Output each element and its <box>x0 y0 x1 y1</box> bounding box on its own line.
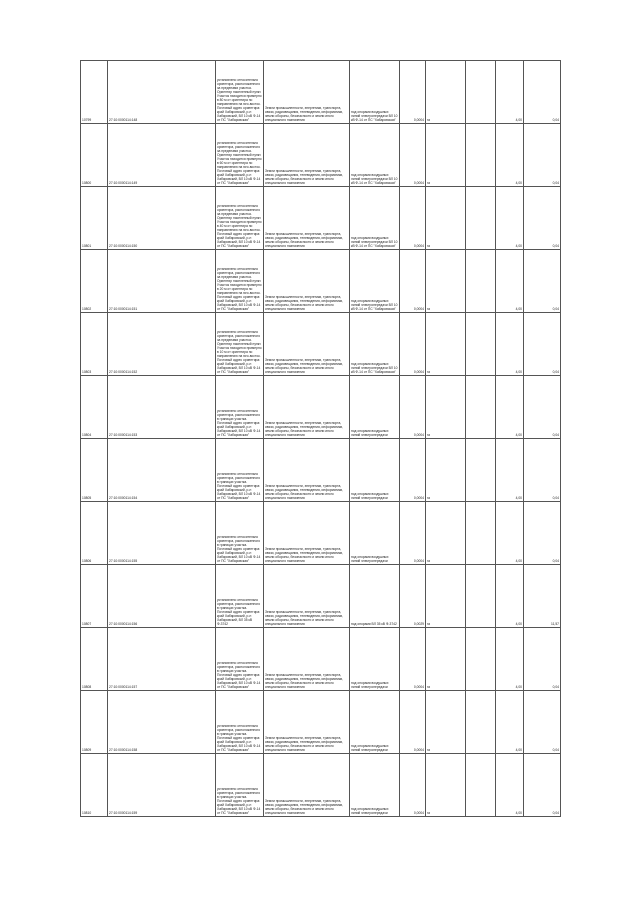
area-cell: 0,0004 <box>400 250 426 313</box>
permitted-use-cell: под опорами воздушных линий электропередачи ВЛ 10 кВ Ф-14 от ПС "Хабаровская" <box>350 250 400 313</box>
permitted-use-cell: под опорами воздушных линий электропередачи <box>350 628 400 691</box>
permitted-use-cell: под опорами воздушных линий электропередачи <box>350 691 400 754</box>
value-cell: 4,00 <box>496 439 524 502</box>
value-cell: 4,00 <box>496 250 524 313</box>
land-category-cell: Земли промышленности, энергетики, транспорта, связи, радиовещания, телевидения, информатики, земли обороны, безопасности и земли иного специального назначения <box>264 439 350 502</box>
location-description-cell: установлено относительно ориентира, расположенного в границах участка. Почтовый адрес ориентира: край Хабаровский, р-н Хабаровский, ВЛ 10 кВ Ф-14 от ПС "Хабаровская" <box>216 376 264 439</box>
area-cell: 0,0004 <box>400 376 426 439</box>
row-number-cell: 10804 <box>81 376 108 439</box>
unit-cell: га <box>426 124 466 187</box>
row-number-cell: 10802 <box>81 250 108 313</box>
area-cell: 0,0004 <box>400 628 426 691</box>
empty-cell <box>466 502 496 565</box>
land-category-cell: Земли промышленности, энергетики, транспорта, связи, радиовещания, телевидения, информатики, земли обороны, безопасности и земли иного специального назначения <box>264 250 350 313</box>
empty-cell <box>466 439 496 502</box>
unit-cell: га <box>426 313 466 376</box>
cadastral-number-cell: 27:10:0000114:153 <box>108 376 216 439</box>
empty-cell <box>466 250 496 313</box>
unit-cell: га <box>426 565 466 628</box>
value-cell: 4,00 <box>496 187 524 250</box>
value-cell: 4,00 <box>496 565 524 628</box>
total-cell: 0,04 <box>524 124 561 187</box>
row-number-cell: 10800 <box>81 124 108 187</box>
permitted-use-cell: под опорами воздушных линий электропередачи <box>350 502 400 565</box>
value-cell: 4,00 <box>496 691 524 754</box>
table-row <box>81 250 561 313</box>
area-cell: 0,0004 <box>400 691 426 754</box>
area-cell: 0,0004 <box>400 439 426 502</box>
row-number-cell: 10810 <box>81 754 108 817</box>
total-cell: 0,04 <box>524 250 561 313</box>
table-row <box>81 565 561 628</box>
area-cell: 0,0029 <box>400 565 426 628</box>
table-row <box>81 691 561 754</box>
total-cell: 0,04 <box>524 187 561 250</box>
table-row <box>81 628 561 691</box>
total-cell: 0,04 <box>524 439 561 502</box>
empty-cell <box>466 628 496 691</box>
unit-cell: га <box>426 376 466 439</box>
cadastral-number-cell: 27:10:0000114:159 <box>108 754 216 817</box>
row-number-cell: 10805 <box>81 439 108 502</box>
row-number-cell: 10799 <box>81 61 108 124</box>
permitted-use-cell: под опорами воздушных линий электропередачи <box>350 439 400 502</box>
total-cell: 0,04 <box>524 61 561 124</box>
cadastral-number-cell: 27:10:0000114:154 <box>108 439 216 502</box>
area-cell: 0,0004 <box>400 187 426 250</box>
land-category-cell: Земли промышленности, энергетики, транспорта, связи, радиовещания, телевидения, информатики, земли обороны, безопасности и земли иного специального назначения <box>264 376 350 439</box>
total-cell: 0,04 <box>524 502 561 565</box>
land-category-cell: Земли промышленности, энергетики, транспорта, связи, радиовещания, телевидения, информатики, земли обороны, безопасности и земли иного специального назначения <box>264 754 350 817</box>
location-description-cell: установлено относительно ориентира, расположенного в границах участка. Почтовый адрес ориентира: край Хабаровский, р-н Хабаровский, ВЛ 10 кВ Ф-14 от ПС "Хабаровская" <box>216 502 264 565</box>
location-description-cell: установлено относительно ориентира, расположенного за пределами участка. Ориентир населенный пункт. Участок находится примерно в 10 м от ориентира по направлению на юго-восток. Почтовый адрес ориентира: край Хабаровский, р-н Хабаровский, ВЛ 10 кВ Ф-14 от ПС "Хабаровская" <box>216 313 264 376</box>
empty-cell <box>466 691 496 754</box>
table-row <box>81 61 561 124</box>
total-cell: 0,04 <box>524 754 561 817</box>
land-registry-table <box>80 60 561 817</box>
row-number-cell: 10801 <box>81 187 108 250</box>
empty-cell <box>466 124 496 187</box>
permitted-use-cell: под опорами воздушных линий электропередачи ВЛ 10 кВ Ф-14 от ПС "Хабаровская" <box>350 61 400 124</box>
permitted-use-cell: под опорами воздушных линий электропередачи ВЛ 10 кВ Ф-14 от ПС "Хабаровская" <box>350 187 400 250</box>
land-category-cell: Земли промышленности, энергетики, транспорта, связи, радиовещания, телевидения, информатики, земли обороны, безопасности и земли иного специального назначения <box>264 124 350 187</box>
cadastral-number-cell: 27:10:0000114:155 <box>108 502 216 565</box>
cadastral-number-cell: 27:10:0000114:156 <box>108 565 216 628</box>
empty-cell <box>466 187 496 250</box>
land-category-cell: Земли промышленности, энергетики, транспорта, связи, радиовещания, телевидения, информатики, земли обороны, безопасности и земли иного специального назначения <box>264 61 350 124</box>
value-cell: 4,00 <box>496 502 524 565</box>
location-description-cell: установлено относительно ориентира, расположенного в границах участка. Почтовый адрес ориентира: край Хабаровский, р-н Хабаровский, ВЛ 10 кВ Ф-14 от ПС "Хабаровская" <box>216 439 264 502</box>
total-cell: 0,04 <box>524 313 561 376</box>
row-number-cell: 10803 <box>81 313 108 376</box>
row-number-cell: 10808 <box>81 628 108 691</box>
area-cell: 0,0004 <box>400 61 426 124</box>
location-description-cell: установлено относительно ориентира, расположенного в границах участка. Почтовый адрес ориентира: край Хабаровский, р-н Хабаровский, ВЛ 35 кВ Ф-3742 <box>216 565 264 628</box>
value-cell: 4,00 <box>496 628 524 691</box>
empty-cell <box>466 313 496 376</box>
table-row <box>81 439 561 502</box>
unit-cell: га <box>426 754 466 817</box>
value-cell: 4,00 <box>496 124 524 187</box>
area-cell: 0,0004 <box>400 124 426 187</box>
table-row <box>81 754 561 817</box>
permitted-use-cell: под опорами ВЛ 35 кВ Ф-3742 <box>350 565 400 628</box>
area-cell: 0,0004 <box>400 502 426 565</box>
land-category-cell: Земли промышленности, энергетики, транспорта, связи, радиовещания, телевидения, информатики, земли обороны, безопасности и земли иного специального назначения <box>264 565 350 628</box>
location-description-cell: установлено относительно ориентира, расположенного за пределами участка. Ориентир населенный пункт. Участок находится примерно в 80 м от ориентира по направлению на юго-восток. Почтовый адрес ориентира: край Хабаровский, р-н Хабаровский, ВЛ 10 кВ Ф-14 от ПС "Хабаровская" <box>216 61 264 124</box>
land-category-cell: Земли промышленности, энергетики, транспорта, связи, радиовещания, телевидения, информатики, земли обороны, безопасности и земли иного специального назначения <box>264 187 350 250</box>
row-number-cell: 10806 <box>81 502 108 565</box>
cadastral-number-cell: 27:10:0000114:151 <box>108 250 216 313</box>
table-row <box>81 502 561 565</box>
location-description-cell: установлено относительно ориентира, расположенного в границах участка. Почтовый адрес ориентира: край Хабаровский, р-н Хабаровский, ВЛ 10 кВ Ф-14 от ПС "Хабаровская" <box>216 691 264 754</box>
cadastral-number-cell: 27:10:0000114:149 <box>108 124 216 187</box>
location-description-cell: установлено относительно ориентира, расположенного за пределами участка. Ориентир населенный пункт. Участок находится примерно в 60 м от ориентира по направлению на юго-восток. Почтовый адрес ориентира: край Хабаровский, р-н Хабаровский, ВЛ 10 кВ Ф-14 от ПС "Хабаровская" <box>216 124 264 187</box>
cadastral-number-cell: 27:10:0000114:150 <box>108 187 216 250</box>
permitted-use-cell: под опорами воздушных линий электропередачи <box>350 754 400 817</box>
unit-cell: га <box>426 691 466 754</box>
location-description-cell: установлено относительно ориентира, расположенного в границах участка. Почтовый адрес ориентира: край Хабаровский, р-н Хабаровский, ВЛ 10 кВ Ф-14 от ПС "Хабаровская" <box>216 628 264 691</box>
value-cell: 4,00 <box>496 61 524 124</box>
value-cell: 4,00 <box>496 754 524 817</box>
unit-cell: га <box>426 502 466 565</box>
land-category-cell: Земли промышленности, энергетики, транспорта, связи, радиовещания, телевидения, информатики, земли обороны, безопасности и земли иного специального назначения <box>264 691 350 754</box>
permitted-use-cell: под опорами воздушных линий электропередачи ВЛ 10 кВ Ф-14 от ПС "Хабаровская" <box>350 313 400 376</box>
value-cell: 4,00 <box>496 313 524 376</box>
area-cell: 0,0004 <box>400 313 426 376</box>
total-cell: 0,04 <box>524 376 561 439</box>
land-category-cell: Земли промышленности, энергетики, транспорта, связи, радиовещания, телевидения, информатики, земли обороны, безопасности и земли иного специального назначения <box>264 502 350 565</box>
area-cell: 0,0004 <box>400 754 426 817</box>
table-row <box>81 124 561 187</box>
land-category-cell: Земли промышленности, энергетики, транспорта, связи, радиовещания, телевидения, информатики, земли обороны, безопасности и земли иного специального назначения <box>264 628 350 691</box>
empty-cell <box>466 61 496 124</box>
total-cell: 0,04 <box>524 691 561 754</box>
row-number-cell: 10809 <box>81 691 108 754</box>
empty-cell <box>466 376 496 439</box>
table-row <box>81 187 561 250</box>
unit-cell: га <box>426 187 466 250</box>
location-description-cell: установлено относительно ориентира, расположенного за пределами участка. Ориентир населенный пункт. Участок находится примерно в 20 м от ориентира по направлению на юго-восток. Почтовый адрес ориентира: край Хабаровский, р-н Хабаровский, ВЛ 10 кВ Ф-14 от ПС "Хабаровская" <box>216 250 264 313</box>
total-cell: 11,57 <box>524 565 561 628</box>
total-cell: 0,04 <box>524 628 561 691</box>
location-description-cell: установлено относительно ориентира, расположенного в границах участка. Почтовый адрес ориентира: край Хабаровский, р-н Хабаровский, ВЛ 10 кВ Ф-14 от ПС "Хабаровская" <box>216 754 264 817</box>
unit-cell: га <box>426 628 466 691</box>
unit-cell: га <box>426 61 466 124</box>
value-cell: 4,00 <box>496 376 524 439</box>
unit-cell: га <box>426 439 466 502</box>
permitted-use-cell: под опорами воздушных линий электропередачи <box>350 376 400 439</box>
unit-cell: га <box>426 250 466 313</box>
empty-cell <box>466 754 496 817</box>
cadastral-number-cell: 27:10:0000114:158 <box>108 691 216 754</box>
row-number-cell: 10807 <box>81 565 108 628</box>
table-row <box>81 376 561 439</box>
permitted-use-cell: под опорами воздушных линий электропередачи ВЛ 10 кВ Ф-14 от ПС "Хабаровская" <box>350 124 400 187</box>
location-description-cell: установлено относительно ориентира, расположенного за пределами участка. Ориентир населенный пункт. Участок находится примерно в 40 м от ориентира по направлению на юго-восток. Почтовый адрес ориентира: край Хабаровский, р-н Хабаровский, ВЛ 10 кВ Ф-14 от ПС "Хабаровская" <box>216 187 264 250</box>
land-category-cell: Земли промышленности, энергетики, транспорта, связи, радиовещания, телевидения, информатики, земли обороны, безопасности и земли иного специального назначения <box>264 313 350 376</box>
empty-cell <box>466 565 496 628</box>
cadastral-number-cell: 27:10:0000114:148 <box>108 61 216 124</box>
cadastral-number-cell: 27:10:0000114:157 <box>108 628 216 691</box>
cadastral-number-cell: 27:10:0000114:152 <box>108 313 216 376</box>
table-row <box>81 313 561 376</box>
